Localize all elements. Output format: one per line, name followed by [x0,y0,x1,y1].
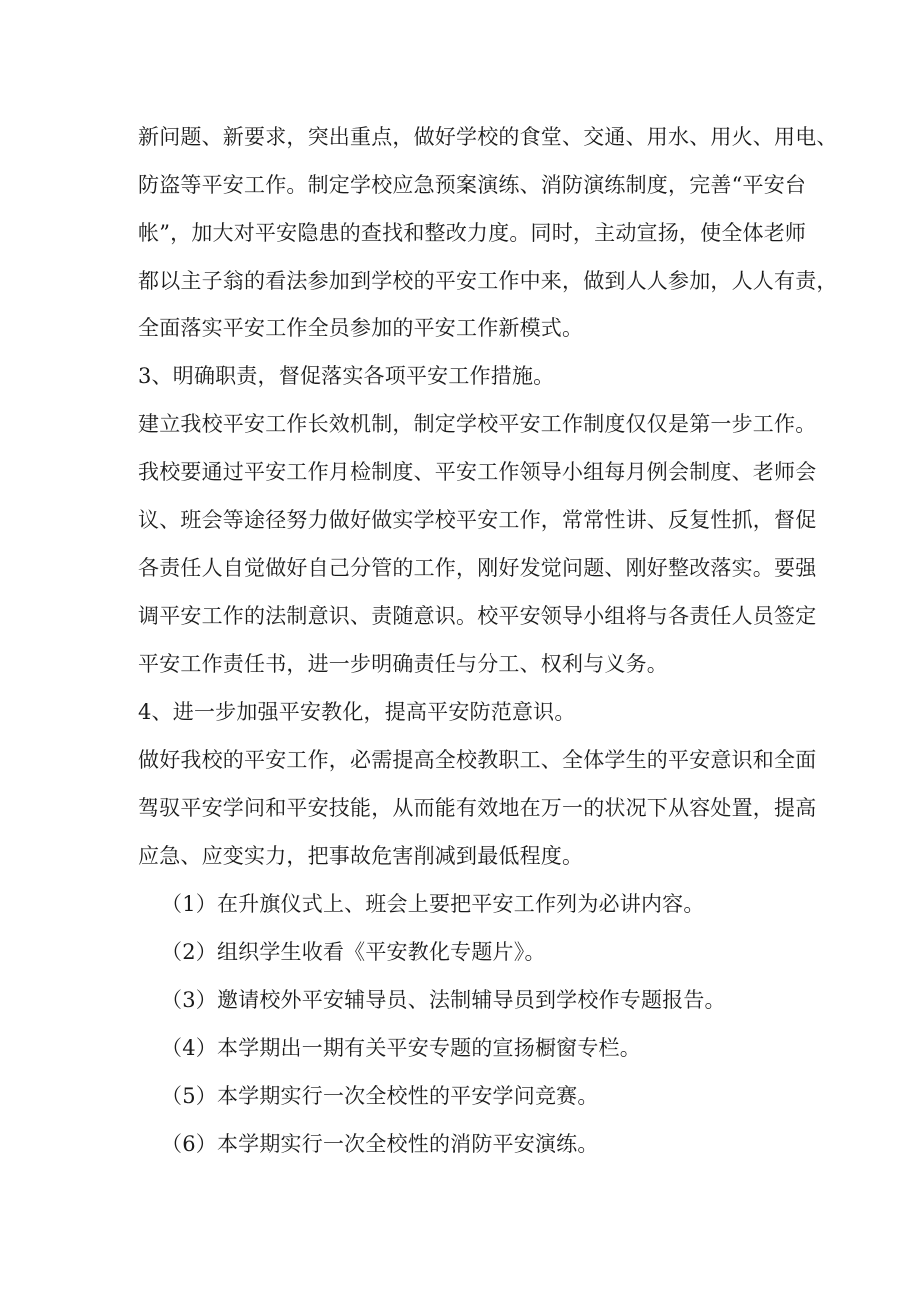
list-item: （1）在升旗仪式上、班会上要把平安工作列为必讲内容。 [161,892,705,916]
text-line: 全面落实平安工作全员参加的平安工作新模式。 [138,316,584,340]
list-item: （4）本学期出一期有关平安专题的宣扬橱窗专栏。 [161,1036,641,1060]
text-line: 议、班会等途径努力做好做实学校平安工作，常常性讲、反复性抓，督促 [138,508,817,532]
text-line: 都以主子翁的看法参加到学校的平安工作中来，做到人人参加，人人有责， [138,269,838,293]
text-line: 帐”，加大对平安隐患的查找和整改力度。同时，主动宣扬，使全体老师 [138,221,807,245]
list-item: （3）邀请校外平安辅导员、法制辅导员到学校作专题报告。 [161,988,726,1012]
text-line: 驾驭平安学问和平安技能，从而能有效地在万一的状况下从容处置，提高 [138,796,817,820]
list-item: （2）组织学生收看《平安教化专题片》。 [161,940,546,964]
text-line: 做好我校的平安工作，必需提高全校教职工、全体学生的平安意识和全面 [138,748,817,772]
text-line: 防盗等平安工作。制定学校应急预案演练、消防演练制度，完善“平安台 [138,173,807,197]
text-line: 各责任人自觉做好自己分管的工作，刚好发觉问题、刚好整改落实。要强 [138,556,817,580]
text-line: 新问题、新要求，突出重点，做好学校的食堂、交通、用水、用火、用电、 [138,125,838,149]
section-heading: 3、明确职责，督促落实各项平安工作措施。 [138,364,555,388]
list-item: （6）本学期实行一次全校性的消防平安演练。 [161,1132,599,1156]
text-line: 应急、应变实力，把事故危害削减到最低程度。 [138,844,584,868]
list-item: （5）本学期实行一次全校性的平安学问竞赛。 [161,1084,599,1108]
text-line: 我校要通过平安工作月检制度、平安工作领导小组每月例会制度、老师会 [138,460,817,484]
section-heading: 4、进一步加强平安教化，提高平安防范意识。 [138,700,576,724]
text-line: 调平安工作的法制意识、责随意识。校平安领导小组将与各责任人员签定 [138,604,817,628]
text-line: 建立我校平安工作长效机制，制定学校平安工作制度仅仅是第一步工作。 [138,412,817,436]
text-line: 平安工作责任书，进一步明确责任与分工、权利与义务。 [138,652,668,676]
